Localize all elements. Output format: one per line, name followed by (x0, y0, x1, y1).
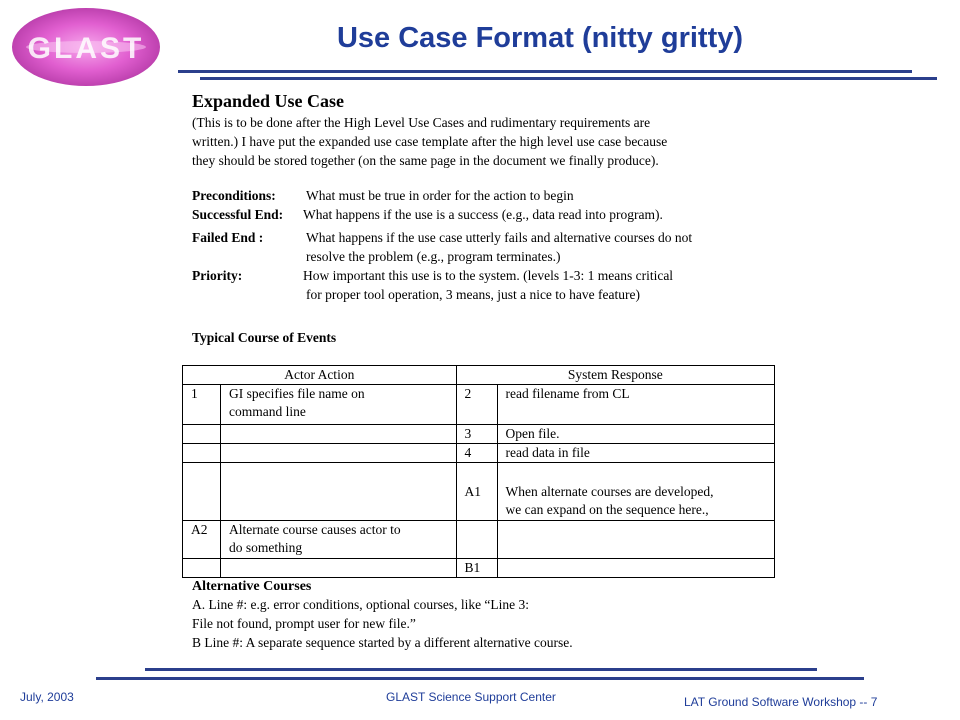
successful-end-label: Successful End: (192, 207, 284, 222)
glast-logo (10, 6, 162, 88)
actor-step-text: GI specifies file name on command line (220, 385, 456, 425)
actor-step-text (220, 444, 456, 463)
table-row (183, 463, 775, 521)
system-step-text: read filename from CL (497, 385, 775, 425)
alternative-line: A. Line #: e.g. error conditions, optional courses, like “Line 3: (192, 597, 530, 612)
actor-step-number (183, 463, 221, 521)
table-row (183, 559, 775, 578)
intro-line: (This is to be done after the High Level Use Cases and rudimentary requirements are (192, 115, 651, 130)
intro-line: they should be stored together (on the same page in the document we finally produce). (192, 153, 659, 168)
logo-text: GLAST (27, 32, 145, 65)
title-divider-secondary (200, 77, 937, 80)
actor-step-number (183, 444, 221, 463)
system-step-number: 4 (456, 444, 497, 463)
successful-end-text: What happens if the use is a success (e.g., data read into program). (303, 207, 663, 222)
system-response-header: System Response (456, 366, 774, 385)
actor-action-header: Actor Action (183, 366, 457, 385)
section-heading: Expanded Use Case (192, 91, 345, 111)
table-row (183, 521, 775, 559)
system-step-number: 3 (456, 425, 497, 444)
course-of-events-table (182, 365, 775, 578)
system-step-text: When alternate courses are developed, we can expand on the sequence here., (497, 463, 775, 521)
failed-end-text: What happens if the use case utterly fails and alternative courses do not (306, 230, 693, 245)
system-step-text: read data in file (497, 444, 775, 463)
priority-label: Priority: (192, 268, 243, 283)
system-step-number: A1 (456, 463, 497, 521)
table-header-row (183, 366, 775, 385)
priority-text: for proper tool operation, 3 means, just a nice to have feature) (306, 287, 640, 302)
actor-step-text (220, 463, 456, 521)
system-step-text (497, 521, 775, 559)
title-divider (178, 70, 912, 73)
intro-line: written.) I have put the expanded use case template after the high level use case because (192, 134, 668, 149)
actor-step-number: A2 (183, 521, 221, 559)
table-row (183, 444, 775, 463)
actor-step-text (220, 559, 456, 578)
slide-title: Use Case Format (nitty gritty) (336, 22, 744, 54)
system-step-number: B1 (456, 559, 497, 578)
failed-end-label: Failed End : (192, 230, 264, 245)
alternative-courses-heading: Alternative Courses (192, 579, 312, 594)
system-step-text (497, 559, 775, 578)
alternative-line: B Line #: A separate sequence started by a different alternative course. (192, 635, 573, 650)
table-row (183, 425, 775, 444)
priority-text: How important this use is to the system. (levels 1-3: 1 means critical (303, 268, 674, 283)
footer-date: July, 2003 (20, 690, 74, 704)
actor-step-number (183, 425, 221, 444)
table-row (183, 385, 775, 425)
system-step-number: 2 (456, 385, 497, 425)
footer-divider (145, 668, 817, 671)
alternative-line: File not found, prompt user for new file.” (192, 616, 416, 631)
typical-course-heading: Typical Course of Events (192, 330, 337, 345)
system-step-text: Open file. (497, 425, 775, 444)
failed-end-text: resolve the problem (e.g., program terminates.) (306, 249, 561, 264)
actor-step-number (183, 559, 221, 578)
preconditions-text: What must be true in order for the action to begin (306, 188, 574, 203)
actor-step-text: Alternate course causes actor to do something (220, 521, 456, 559)
actor-step-text (220, 425, 456, 444)
actor-step-number: 1 (183, 385, 221, 425)
footer-organization: GLAST Science Support Center (386, 690, 556, 704)
footer-event-page: LAT Ground Software Workshop -- 7 (684, 695, 878, 709)
footer-divider-secondary (96, 677, 864, 680)
preconditions-label: Preconditions: (192, 188, 276, 203)
system-step-number (456, 521, 497, 559)
